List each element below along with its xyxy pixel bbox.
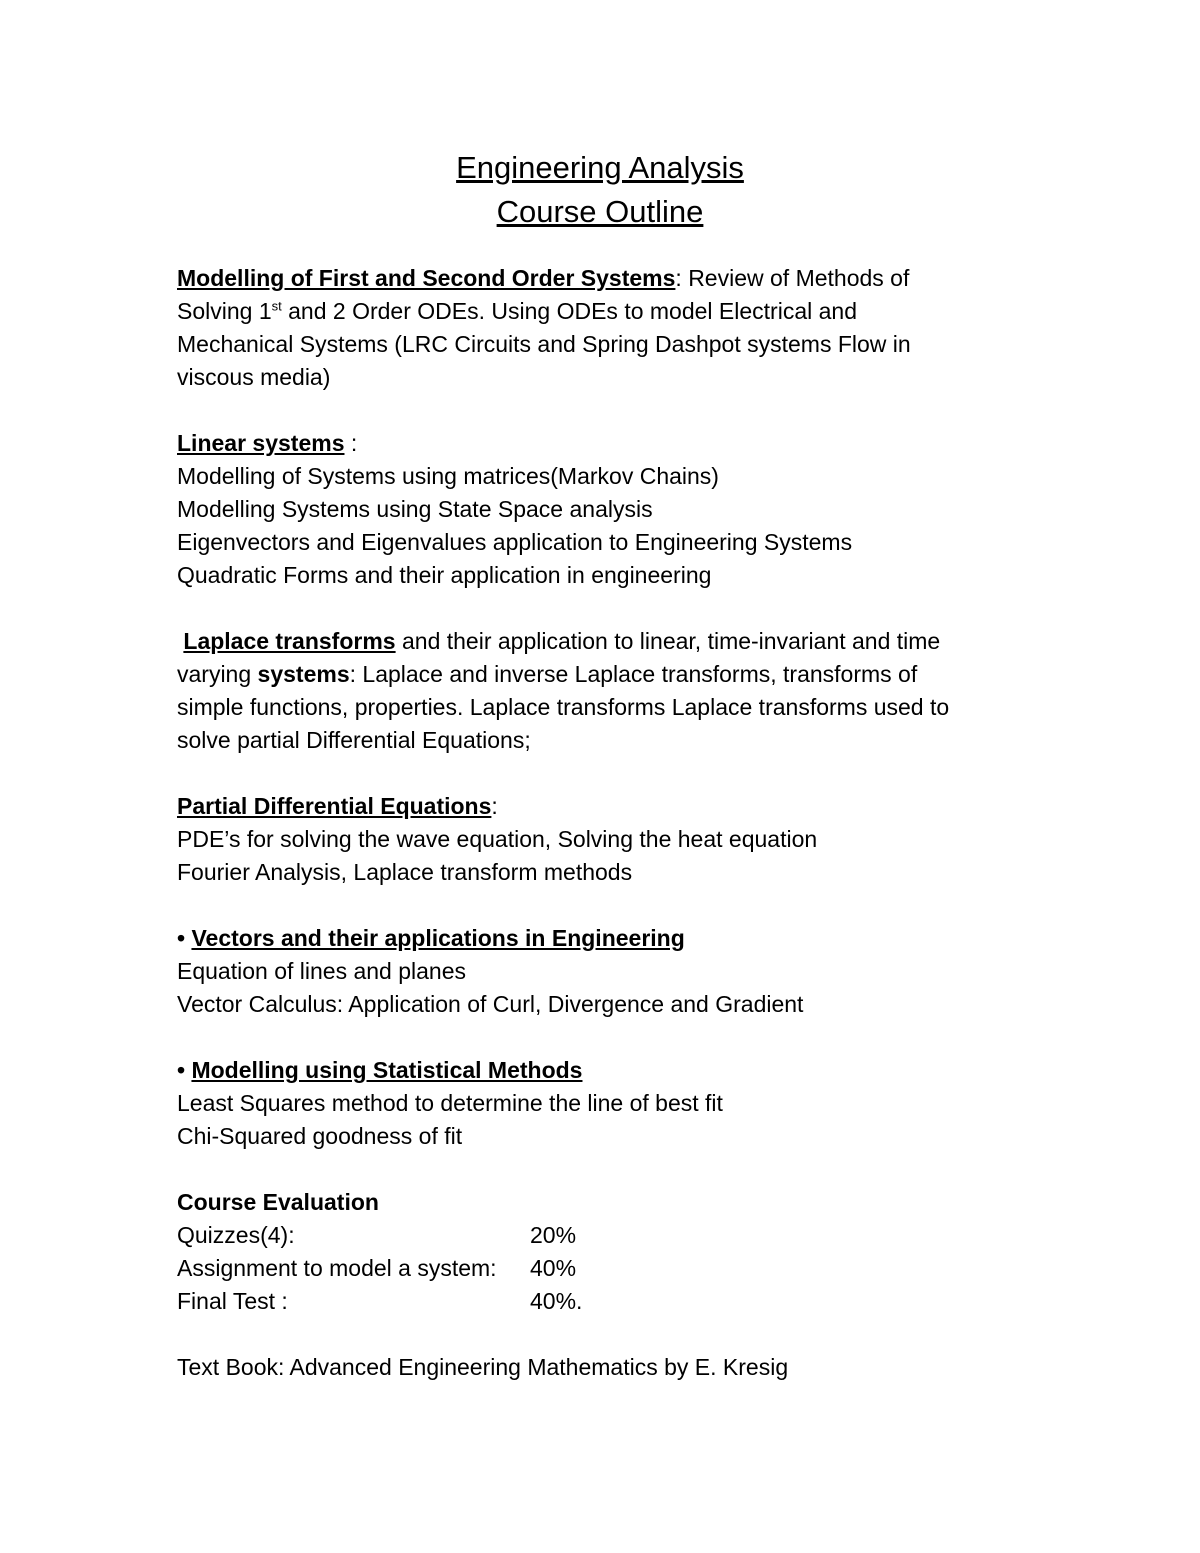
section-course-evaluation <box>177 1186 1037 1318</box>
section-heading: Laplace transforms <box>183 628 396 654</box>
evaluation-value: 20% <box>530 1222 577 1248</box>
title-line-2: Course Outline <box>496 194 704 229</box>
section-laplace-transforms <box>177 625 1037 757</box>
list-item: Least Squares method to determine the line of best fit <box>177 1090 723 1116</box>
section-first-second-order <box>177 262 1037 394</box>
evaluation-value: 40% <box>530 1255 577 1281</box>
evaluation-row <box>177 1252 1037 1285</box>
list-item: PDE’s for solving the wave equation, Solving the heat equation <box>177 826 818 852</box>
list-item: Quadratic Forms and their application in engineering <box>177 562 712 588</box>
document-title <box>0 146 1200 234</box>
section-text: Solving 1 <box>177 298 272 324</box>
section-text: varying <box>177 661 258 687</box>
document-body <box>177 262 1037 1384</box>
section-text: : <box>491 793 498 819</box>
evaluation-label: Assignment to model a system: <box>177 1255 497 1281</box>
section-text: simple functions, properties. Laplace transforms Laplace transforms used to <box>177 694 950 720</box>
bullet-icon: • <box>177 1057 186 1083</box>
section-heading: Vectors and their applications in Engineering <box>191 925 685 951</box>
section-text: : Review of Methods of <box>675 265 910 291</box>
section-linear-systems <box>177 427 1037 592</box>
section-text: and 2 Order ODEs. Using ODEs to model Electrical and <box>281 298 857 324</box>
section-text: Mechanical Systems (LRC Circuits and Spring Dashpot systems Flow in <box>177 331 911 357</box>
section-vectors <box>177 922 1037 1021</box>
section-heading: Linear systems <box>177 430 345 456</box>
section-heading: Course Evaluation <box>177 1189 379 1215</box>
evaluation-label: Final Test : <box>177 1288 288 1314</box>
section-text: and their application to linear, time-invariant and time <box>395 628 941 654</box>
evaluation-row <box>177 1219 1037 1252</box>
title-line-1: Engineering Analysis <box>456 150 744 185</box>
section-text: : Laplace and inverse Laplace transforms, transforms of <box>349 661 918 687</box>
section-heading: Modelling using Statistical Methods <box>191 1057 583 1083</box>
list-item: Modelling Systems using State Space analysis <box>177 496 653 522</box>
list-item: Eigenvectors and Eigenvalues application to Engineering Systems <box>177 529 853 555</box>
evaluation-value: 40%. <box>530 1288 583 1314</box>
list-item: Vector Calculus: Application of Curl, Divergence and Gradient <box>177 991 804 1017</box>
section-text: : <box>344 430 358 456</box>
list-item: Modelling of Systems using matrices(Markov Chains) <box>177 463 719 489</box>
bold-text: systems <box>257 661 350 687</box>
section-statistical-methods <box>177 1054 1037 1153</box>
list-item: Equation of lines and planes <box>177 958 466 984</box>
list-item: Fourier Analysis, Laplace transform methods <box>177 859 633 885</box>
section-text: solve partial Differential Equations; <box>177 727 531 753</box>
bullet-icon: • <box>177 925 186 951</box>
section-text: viscous media) <box>177 364 331 390</box>
evaluation-label: Quizzes(4): <box>177 1222 295 1248</box>
textbook-line: Text Book: Advanced Engineering Mathematics by E. Kresig <box>177 1354 789 1380</box>
evaluation-row <box>177 1285 1037 1318</box>
section-partial-differential-equations <box>177 790 1037 889</box>
section-heading: Partial Differential Equations <box>177 793 492 819</box>
list-item: Chi-Squared goodness of fit <box>177 1123 463 1149</box>
section-heading: Modelling of First and Second Order Systems <box>177 265 676 291</box>
superscript-text: st <box>271 298 282 314</box>
